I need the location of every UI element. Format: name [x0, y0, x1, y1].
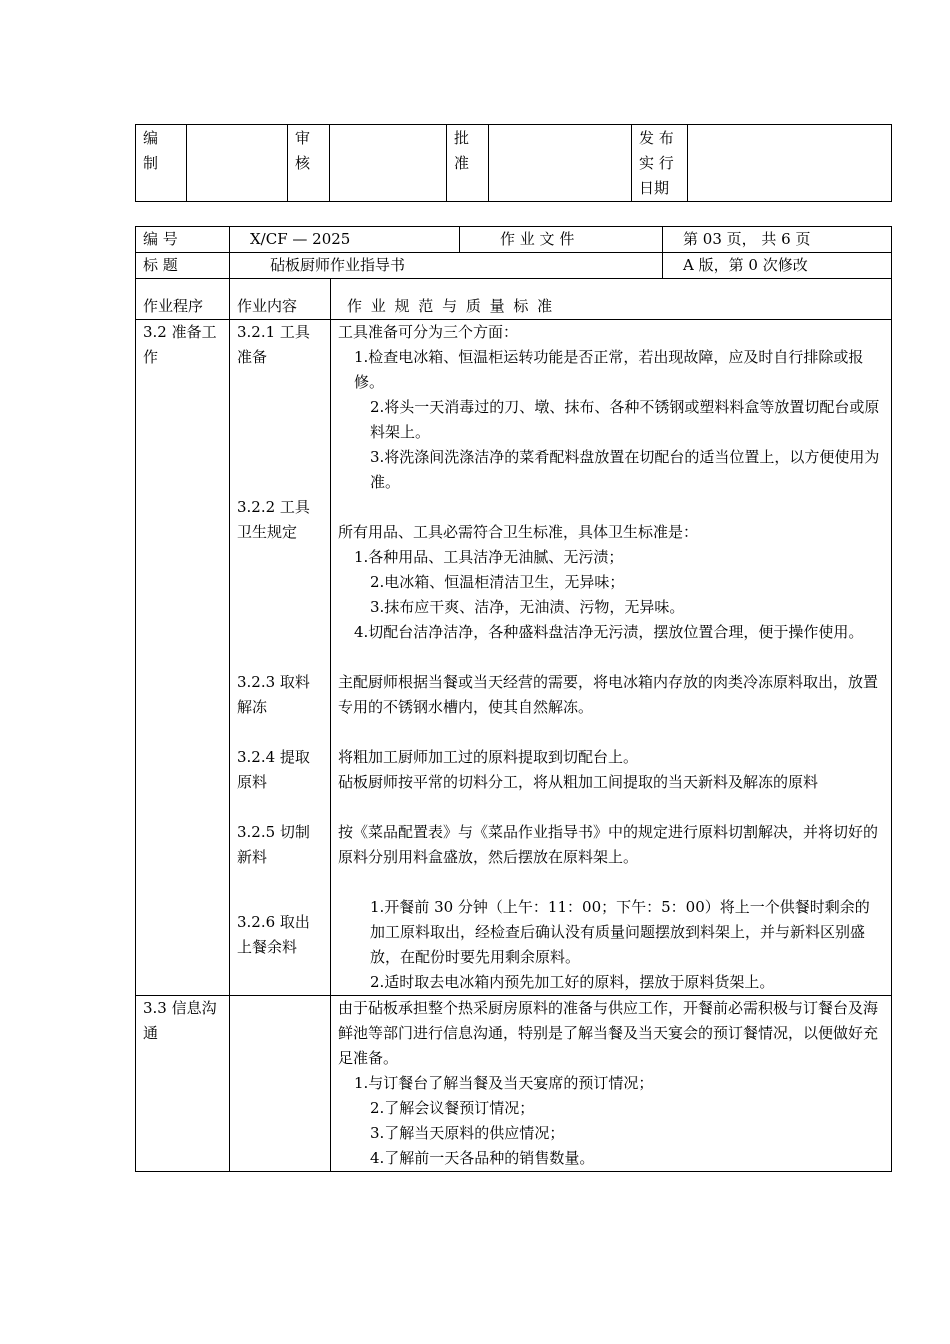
title-value: 砧板厨师作业指导书 — [230, 253, 663, 279]
col-procedure: 作业程序 — [136, 279, 230, 320]
label-3-2-5: 3.2.5 切制新料 — [237, 823, 310, 866]
procedure-3-3: 3.3 信息沟通 — [136, 996, 230, 1172]
review-value — [330, 125, 447, 202]
page-info: 第 03 页， 共 6 页 — [663, 227, 892, 253]
content-3-2 — [230, 320, 331, 996]
issue-date-value — [688, 125, 892, 202]
standard-3-3: 由于砧板承担整个热采厨房原料的准备与供应工作，开餐前必需积极与订餐台及海鲜池等部门进行信息沟通，特别是了解当餐及当天宴会的预订餐情况，以便做好充足准备。 1.与订餐台了解当餐及当天宴席的预订情况； 2.了解会议餐预订情况； 3.了解当天原料的供应情况； 4.了解前一天各品种的销售数量。 — [331, 996, 892, 1172]
content-3-3 — [230, 996, 331, 1172]
compile-value — [187, 125, 288, 202]
label-3-2-1: 3.2.1 工具准备 — [237, 323, 310, 366]
procedure-3-2: 3.2 准备工作 — [136, 320, 230, 996]
standard-3-2: 工具准备可分为三个方面： 1.检查电冰箱、恒温柜运转功能是否正常，若出现故障，应及时自行排除或报修。 2.将头一天消毒过的刀、墩、抹布、各种不锈钢或塑料料盒等放置切配台或原料架上。 3.将洗涤间洗涤洁净的菜肴配料盘放置在切配台的适当位置上，以方便使用为准。 所有用品、工具必需符合卫生标准，具体卫生标准是： 1.各种用品、工具洁净无油腻、无污渍； 2.电冰箱、恒温柜清洁卫生，无异味； 3.抹布应干爽、洁净，无油渍、污物，无异味。 4.切配台洁净洁净，各种盛料盘洁净无污渍，摆放位置合理，便于操作使用。 主配厨师根据当餐或当天经营的需要，将电冰箱内存放的肉类冷冻原料取出，放置专用的不锈钢水槽内，使其自然解冻。 将粗加工厨师加工过的原料提取到切配台上。 砧板厨师按平常的切料分工，将从粗加工间提取的当天新料及解冻的原料 按《菜品配置表》与《菜品作业指导书》中的规定进行原料切割解决，并将切好的原料分别用料盒盛放，然后摆放在原料架上。 1.开餐前 30 分钟（上午：11：00；下午：5：00）将上一个供餐时剩余的加工原料取出，经检查后确认没有质量问题摆放到料架上，并与新料区别盛放，在配份时要先用剩余原料。 2.适时取去电冰箱内预先加工好的原料，摆放于原料货架上。 — [331, 320, 892, 996]
approve-value — [489, 125, 632, 202]
version-info: A 版，第 0 次修改 — [663, 253, 892, 279]
doc-type: 作 业 文 件 — [460, 227, 663, 253]
compile-label: 编制 — [136, 125, 187, 202]
issue-date-label: 发 布 实 行 日期 — [632, 125, 688, 202]
approve-label: 批准 — [447, 125, 489, 202]
number-label: 编 号 — [136, 227, 230, 253]
col-content: 作业内容 — [230, 279, 331, 320]
instruction-table — [135, 226, 892, 1172]
approval-table — [135, 124, 892, 202]
label-3-2-2: 3.2.2 工具卫生规定 — [237, 498, 310, 541]
label-3-2-3: 3.2.3 取料解冻 — [237, 673, 310, 716]
col-standard: 作 业 规 范 与 质 量 标 准 — [331, 279, 892, 320]
review-label: 审核 — [288, 125, 330, 202]
label-3-2-6: 3.2.6 取出上餐余料 — [237, 913, 310, 956]
label-3-2-4: 3.2.4 提取原料 — [237, 748, 310, 791]
number-value: X/CF — 2025 — [230, 227, 460, 253]
title-label: 标 题 — [136, 253, 230, 279]
